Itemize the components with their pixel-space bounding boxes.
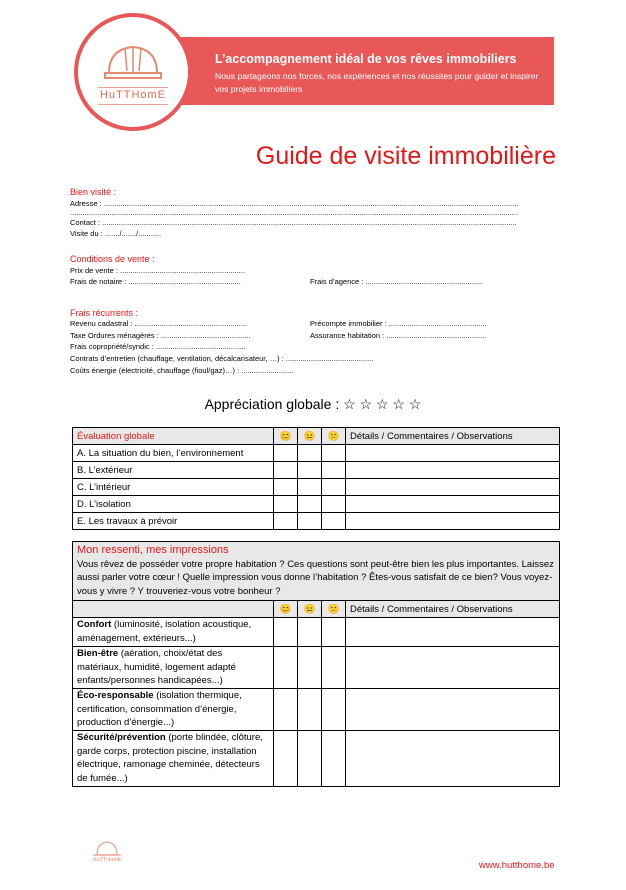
criterion-title: Éco-responsable <box>77 690 154 701</box>
criterion-label <box>73 689 274 731</box>
observations-header: Détails / Commentaires / Observations <box>346 601 560 618</box>
rating-cell-unhappy[interactable] <box>322 618 346 647</box>
ressenti-intro-row <box>73 542 560 601</box>
rating-cell-neutral[interactable] <box>298 496 322 513</box>
happy-face-icon: 😊 <box>274 428 298 445</box>
rating-cell-happy[interactable] <box>274 689 298 731</box>
rating-cell-unhappy[interactable] <box>322 731 346 787</box>
section-conditions-title: Conditions de vente : <box>70 254 155 264</box>
logo-text: HuTTHomE <box>99 89 167 101</box>
criterion-label: C. L’intérieur <box>73 479 274 496</box>
ressenti-header-blank <box>73 601 274 618</box>
field-visite[interactable]: Visite du : ......./......./........... <box>70 229 162 238</box>
rating-cell-unhappy[interactable] <box>322 445 346 462</box>
field-assurance[interactable]: Assurance habitation : ................................................ <box>310 331 487 340</box>
observations-cell[interactable] <box>346 479 560 496</box>
tagline-subtitle: Nous partageons nos forces, nos expériences et nos réussites pour guider et inspirer vos projets immobiliers <box>215 71 539 94</box>
criterion-details: (porte blindée, clôture, garde corps, protection piscine, installation électrique, ramonage cheminée, détecteurs de fumée...) <box>77 732 263 784</box>
happy-face-icon: 😊 <box>274 601 298 618</box>
observations-cell[interactable] <box>346 496 560 513</box>
field-prix[interactable]: Prix de vente : ............................................................ <box>70 266 246 275</box>
criterion-label: A. La situation du bien, l’environnement <box>73 445 274 462</box>
criterion-details: (luminosité, isolation acoustique, aménagement, extérieurs...) <box>77 619 252 644</box>
field-revenu[interactable]: Revenu cadastral : ...................................................... <box>70 319 248 328</box>
unhappy-face-icon: 😕 <box>322 428 346 445</box>
observations-cell[interactable] <box>346 647 560 689</box>
rating-cell-neutral[interactable] <box>298 618 322 647</box>
field-adresse[interactable]: Adresse : ....................................................................................................................................................................................................... <box>70 199 519 208</box>
observations-cell[interactable] <box>346 689 560 731</box>
unhappy-face-icon: 😕 <box>322 601 346 618</box>
appreciation-label: Appréciation globale : <box>204 396 340 412</box>
rating-cell-happy[interactable] <box>274 496 298 513</box>
rating-cell-happy[interactable] <box>274 462 298 479</box>
rating-cell-neutral[interactable] <box>298 689 322 731</box>
star-rating-icons[interactable]: ☆ ☆ ☆ ☆ ☆ <box>343 396 422 412</box>
evaluation-header: Évaluation globale <box>73 428 274 445</box>
appreciation-globale <box>0 396 626 413</box>
table-row <box>73 513 560 530</box>
rating-cell-neutral[interactable] <box>298 513 322 530</box>
observations-cell[interactable] <box>346 462 560 479</box>
criterion-label <box>73 647 274 689</box>
rating-cell-neutral[interactable] <box>298 647 322 689</box>
rating-cell-happy[interactable] <box>274 647 298 689</box>
observations-cell[interactable] <box>346 445 560 462</box>
rating-cell-happy[interactable] <box>274 618 298 647</box>
section-frais-title: Frais récurrents : <box>70 308 139 318</box>
rating-cell-happy[interactable] <box>274 479 298 496</box>
ressenti-table <box>72 541 560 787</box>
field-copro[interactable]: Frais copropriété/syndic : ........................................... <box>70 342 246 351</box>
observations-cell[interactable] <box>346 618 560 647</box>
criterion-title: Sécurité/prévention <box>77 732 166 743</box>
ressenti-intro-cell <box>73 542 560 601</box>
criterion-label: B. L’extérieur <box>73 462 274 479</box>
ressenti-intro-text: Vous rêvez de posséder votre propre habitation ? Ces questions sont peut-être bien les plus importantes. Laissez aussi parler votre cœur ! Quelle impression vous donne l’habitation ? Êtes-vous satisfait de ce bien? Vous voyez-vous y vivre ? Y trouveriez-vous votre bonheur ? <box>77 558 554 597</box>
footer-logo-text: HuTTHomE <box>92 857 122 863</box>
field-agence[interactable]: Frais d’agence : ........................................................ <box>310 277 483 286</box>
rating-cell-unhappy[interactable] <box>322 689 346 731</box>
field-precompte[interactable]: Précompte immobilier : ............................................... <box>310 319 487 328</box>
helmet-icon <box>103 39 163 81</box>
table-row <box>73 479 560 496</box>
table-row <box>73 618 560 647</box>
section-bien-title: Bien visité : <box>70 187 117 197</box>
criterion-label: D. L’isolation <box>73 496 274 513</box>
observations-header: Détails / Commentaires / Observations <box>346 428 560 445</box>
rating-cell-unhappy[interactable] <box>322 479 346 496</box>
criterion-details: (isolation thermique, certification, consommation d’énergie, production d’énergie...) <box>77 690 242 728</box>
footer-logo <box>85 839 129 867</box>
evaluation-header-row <box>73 428 560 445</box>
table-row <box>73 462 560 479</box>
table-row <box>73 445 560 462</box>
field-adresse-line2[interactable]: ....................................................................................................................................................................................................................... <box>70 208 519 217</box>
field-contact[interactable]: Contact : ....................................................................................................................................................................................................... <box>70 218 517 227</box>
rating-cell-happy[interactable] <box>274 445 298 462</box>
criterion-title: Bien-être <box>77 648 119 659</box>
field-entretien[interactable]: Contrats d’entretien (chauffage, ventilation, décalcarisateur, …) : .......................................... <box>70 354 374 363</box>
criterion-title: Confort <box>77 619 112 630</box>
criterion-details: (aération, choix/état des matériaux, humidité, logement adapté enfants/personnes handicapées...) <box>77 648 236 686</box>
field-energie[interactable]: Coûts énergie (électricité, chauffage (fioul/gaz)…) : ......................... <box>70 366 294 375</box>
table-row <box>73 647 560 689</box>
ressenti-header: Mon ressenti, mes impressions <box>77 544 229 556</box>
rating-cell-unhappy[interactable] <box>322 647 346 689</box>
rating-cell-unhappy[interactable] <box>322 513 346 530</box>
neutral-face-icon: 😐 <box>298 601 322 618</box>
tagline-title: L’accompagnement idéal de vos rêves immobiliers <box>215 52 517 66</box>
evaluation-table <box>72 427 560 530</box>
table-row <box>73 496 560 513</box>
table-row <box>73 731 560 787</box>
observations-cell[interactable] <box>346 731 560 787</box>
ressenti-header-row <box>73 601 560 618</box>
field-taxe[interactable]: Taxe Ordures ménagères : ........................................... <box>70 331 251 340</box>
rating-cell-unhappy[interactable] <box>322 496 346 513</box>
rating-cell-neutral[interactable] <box>298 462 322 479</box>
logo <box>74 13 192 131</box>
rating-cell-neutral[interactable] <box>298 731 322 787</box>
rating-cell-happy[interactable] <box>274 513 298 530</box>
field-notaire[interactable]: Frais de notaire : ...................................................... <box>70 277 241 286</box>
rating-cell-neutral[interactable] <box>298 445 322 462</box>
observations-cell[interactable] <box>346 513 560 530</box>
page-title: Guide de visite immobilière <box>255 142 556 170</box>
table-row <box>73 689 560 731</box>
criterion-label <box>73 618 274 647</box>
rating-cell-neutral[interactable] <box>298 479 322 496</box>
footer-website-link[interactable]: www.hutthome.be <box>479 860 555 871</box>
rating-cell-happy[interactable] <box>274 731 298 787</box>
rating-cell-unhappy[interactable] <box>322 462 346 479</box>
criterion-label <box>73 731 274 787</box>
helmet-icon <box>85 839 129 859</box>
neutral-face-icon: 😐 <box>298 428 322 445</box>
criterion-label: E. Les travaux à prévoir <box>73 513 274 530</box>
